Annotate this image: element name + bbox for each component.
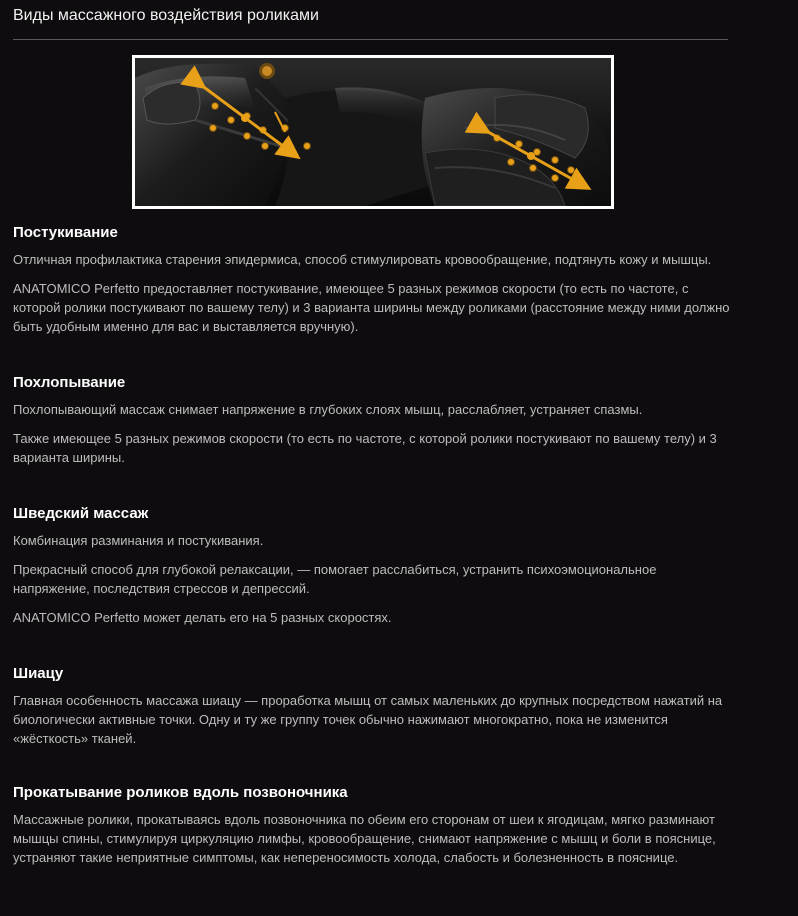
section-tapping: [13, 223, 735, 336]
section-shiatsu: [13, 664, 735, 748]
section-paragraph: Массажные ролики, прокатываясь вдоль позвоночника по обеим его сторонам от шеи к ягодицам, мягко разминают мышцы спины, стимулируя циркуляцию лимфы, кровообращение, снимают напряжение с мышц и боли в пояснице, устраняют такие неприятные симптомы, как непереносимость холода, слабость и болезненность в пояснице.: [13, 812, 716, 865]
section-paragraph: Похлопывающий массаж снимает напряжение в глубоких слоях мышц, расслабляет, устраняет спазмы.: [13, 402, 643, 417]
section-title: Похлопывание: [13, 374, 126, 391]
massage-chair-image: [135, 58, 611, 206]
section-title: Постукивание: [13, 224, 118, 241]
section-title: Шведский массаж: [13, 505, 149, 522]
title-divider: [13, 39, 728, 40]
section-spine-rolling: [13, 783, 735, 867]
section-title: Шиацу: [13, 665, 64, 682]
section-paragraph: Прекрасный способ для глубокой релаксации, — помогает расслабиться, устранить психоэмоциональное напряжение, последствия стрессов и депрессий.: [13, 562, 657, 596]
section-paragraph: ANATOMICO Perfetto предоставляет постукивание, имеющее 5 разных режимов скорости (то есть по частоте, с которой ролики постукивают по вашему телу) и 3 варианта ширины между роликами (расстояние между ними должно быть удобным именно для вас и выставляется вручную).: [13, 281, 730, 334]
section-paragraph: Главная особенность массажа шиацу — проработка мышц от самых маленьких до крупных посредством нажатий на биологически активные точки. Одну и ту же группу точек обычно нажимают многократно, пока не изменится «жёсткость» тканей.: [13, 693, 723, 746]
section-paragraph: ANATOMICO Perfetto может делать его на 5 разных скоростях.: [13, 610, 392, 625]
section-patting: [13, 373, 735, 467]
section-title: Прокатывание роликов вдоль позвоночника: [13, 784, 348, 801]
section-swedish-massage: [13, 504, 735, 627]
page-title: Виды массажного воздействия роликами: [13, 7, 319, 24]
section-paragraph: Также имеющее 5 разных режимов скорости (то есть по частоте, с которой ролики постукивают по вашему телу) и 3 варианта ширины.: [13, 431, 717, 465]
section-paragraph: Отличная профилактика старения эпидермиса, способ стимулировать кровообращение, подтянуть кожу и мышцы.: [13, 252, 712, 267]
hero-image-frame: [132, 55, 614, 209]
section-paragraph: Комбинация разминания и постукивания.: [13, 533, 264, 548]
